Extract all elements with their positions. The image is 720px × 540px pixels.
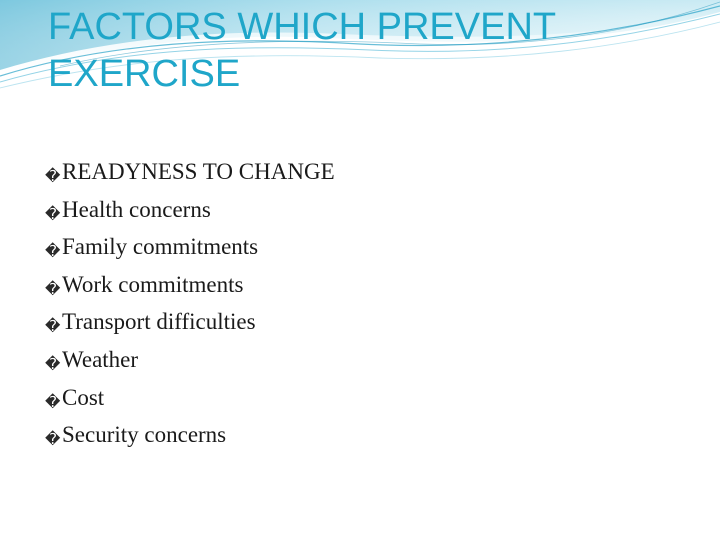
- bullet-icon: �: [45, 167, 61, 185]
- bullet-icon: �: [45, 242, 61, 261]
- bullet-text: Work commitments: [62, 271, 244, 297]
- bullet-text: READYNESS TO CHANGE: [62, 159, 335, 184]
- bullet-text: Health concerns: [62, 196, 211, 222]
- bullet-item: [45, 266, 335, 304]
- slide-title: FACTORS WHICH PREVENT EXERCISE: [48, 6, 556, 95]
- bullet-text: Security concerns: [62, 422, 227, 448]
- bullet-item: [45, 153, 335, 191]
- bullet-item: [45, 191, 335, 229]
- bullet-icon: �: [45, 204, 61, 223]
- bullet-icon: �: [45, 392, 61, 411]
- bullet-text: Weather: [62, 346, 139, 372]
- bullet-item: [45, 416, 335, 454]
- bullet-icon: �: [45, 354, 61, 373]
- bullet-list: [45, 153, 335, 454]
- bullet-text: Transport difficulties: [62, 309, 256, 335]
- bullet-text: Cost: [62, 384, 105, 410]
- bullet-icon: �: [45, 430, 61, 449]
- bullet-item: [45, 379, 335, 417]
- bullet-item: [45, 303, 335, 341]
- bullet-icon: �: [45, 279, 61, 298]
- bullet-icon: �: [45, 317, 61, 336]
- bullet-item: [45, 228, 335, 266]
- bullet-text: Family commitments: [62, 234, 259, 260]
- bullet-item: [45, 341, 335, 379]
